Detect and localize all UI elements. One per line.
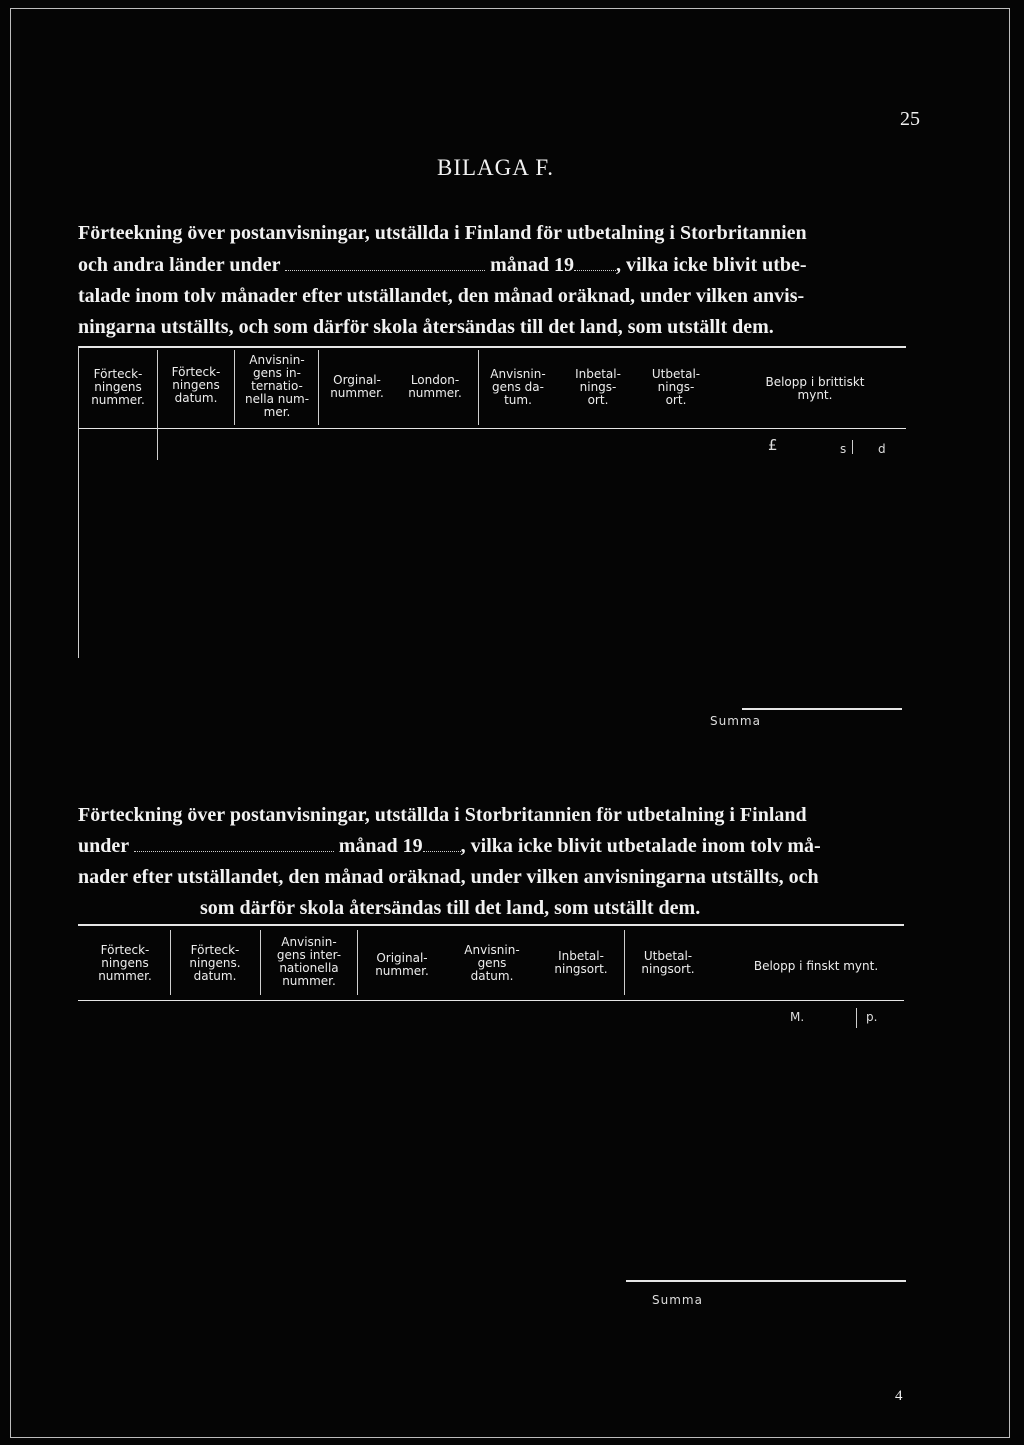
blank-year: [574, 264, 616, 271]
t2-header-original-number: Original- nummer.: [375, 951, 429, 978]
table2-col-divider: [260, 930, 261, 995]
footer-number: 4: [895, 1388, 903, 1404]
t2-header-payment-in-place: Inbetal- ningsort.: [554, 949, 608, 976]
currency-markka: M.: [790, 1010, 805, 1024]
t1-header-list-date: Förteck- ningens datum.: [171, 365, 221, 405]
section2-line4: som därför skola återsändas till det land, som utställt dem.: [200, 897, 701, 919]
table2-summa: Summa: [652, 1293, 703, 1307]
t1-header-list-number: Förteck- ningens nummer.: [91, 367, 145, 407]
t2-header-list-number: Förteck- ningens nummer.: [98, 943, 152, 983]
t2-header-amount-finnish: Belopp i finskt mynt.: [753, 959, 879, 973]
currency-pence: d: [878, 442, 886, 456]
t2-header-payment-out-place: Utbetal- ningsort.: [641, 949, 695, 976]
blank-countries: [285, 264, 485, 271]
section2-line3: nader efter utställandet, den månad oräknad, under vilken anvisningarna utställts, och: [78, 866, 819, 888]
table1-col-divider: [318, 350, 319, 425]
page-number: 25: [900, 108, 920, 130]
blank-period: [134, 845, 334, 852]
table2-header-rule: [78, 1000, 904, 1001]
table1-amount-divider: [852, 440, 853, 454]
table2-top-rule: [78, 924, 904, 926]
section2-line2: under månad 19 , vilka icke blivit utbetalade inom tolv må-: [78, 835, 821, 857]
table2-summa-rule: [626, 1280, 906, 1282]
table2-amount-divider: [856, 1008, 857, 1028]
t1-header-payment-out-place: Utbetal- nings- ort.: [651, 367, 701, 407]
section1-line1: Förteekning över postanvisningar, utställda i Finland för utbetalning i Storbritannien: [78, 222, 807, 244]
table1-header-rule: [78, 428, 906, 429]
table2-col-divider: [357, 930, 358, 995]
t1-header-london-number: London- nummer.: [408, 373, 462, 400]
table1-col-divider: [157, 350, 158, 460]
t1-header-order-date: Anvisnin- gens da- tum.: [490, 367, 546, 407]
table1-col-divider: [478, 350, 479, 425]
t2-header-order-date: Anvisnin- gens datum.: [464, 943, 520, 983]
currency-penni: p.: [866, 1010, 878, 1024]
section1-line4: ningarna utställts, och som därför skola återsändas till det land, som utställt dem.: [78, 316, 774, 338]
table2-col-divider: [624, 930, 625, 995]
table1-summa: Summa: [710, 714, 761, 728]
t1-header-original-number: Orginal- nummer.: [330, 373, 384, 400]
table1-col-divider: [234, 350, 235, 425]
appendix-title: BILAGA F.: [437, 155, 555, 180]
section1-line2: och andra länder under månad 19 , vilka icke blivit utbe-: [78, 254, 807, 276]
table2-col-divider: [170, 930, 171, 995]
t2-header-list-date: Förteck- ningens. datum.: [189, 943, 241, 983]
section2-line1: Förteckning över postanvisningar, utställda i Storbritannien för utbetalning i Finland: [78, 804, 807, 826]
currency-pound: £: [768, 436, 778, 454]
currency-shilling: s: [840, 442, 847, 456]
table1-left-edge: [78, 346, 79, 658]
table1-top-rule: [78, 346, 906, 348]
t1-header-payment-in-place: Inbetal- nings- ort.: [575, 367, 621, 407]
table1-summa-rule: [742, 708, 902, 710]
section1-line3: talade inom tolv månader efter utställandet, den månad oräknad, under vilken anvis-: [78, 285, 805, 307]
t1-header-amount-british: Belopp i brittiskt mynt.: [765, 375, 865, 402]
t2-header-international-number: Anvisnin- gens inter- nationella nummer.: [276, 935, 342, 988]
blank-year: [423, 845, 461, 852]
t1-header-international-number: Anvisnin- gens in- ternatio- nella num- mer.: [244, 353, 310, 419]
